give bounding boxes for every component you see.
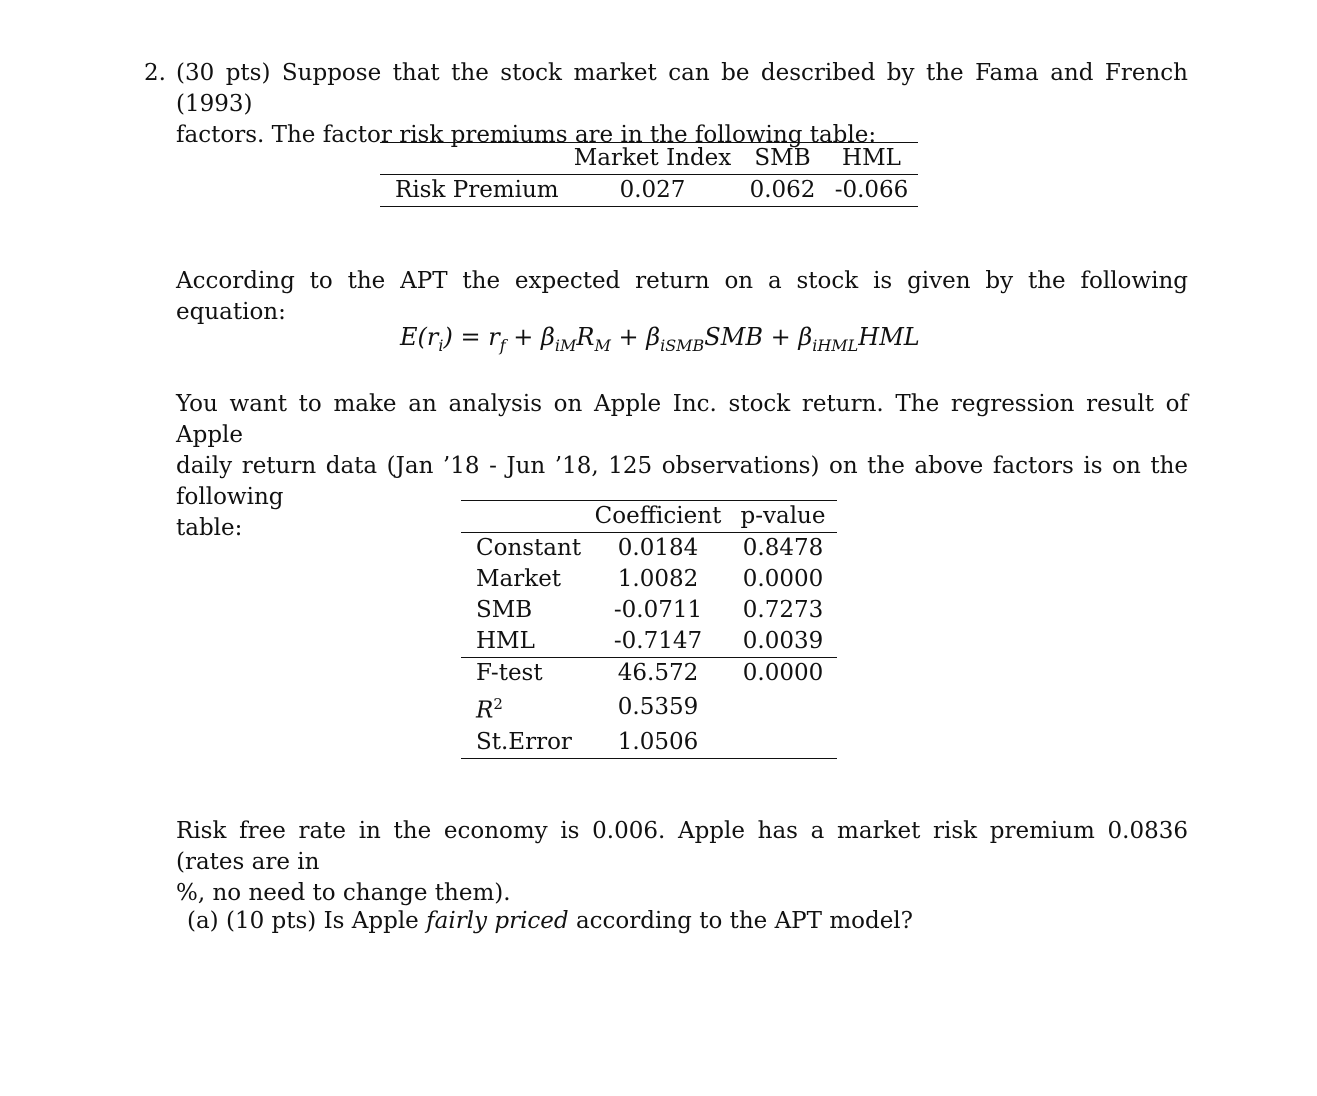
header-coefficient: Coefficient — [594, 503, 722, 529]
apt-equation: $E(r_i) = r_f + \beta_{iM}R_M + \beta_{iSMB}SMB + \beta_{iHML}HML$ — [400, 323, 920, 355]
risk-free-line-1: Risk free rate in the economy is 0.006. Apple has a market risk premium 0.0836 (rates are in — [176, 818, 1188, 875]
header-hml: HML — [842, 145, 901, 171]
table-row: $R^2$ 0.5359 — [461, 689, 837, 727]
table-row: SMB -0.0711 0.7273 — [476, 597, 824, 623]
part-a-emphasis: fairly priced — [426, 908, 569, 934]
part-a-question: (a) (10 pts) Is Apple fairly priced according to the APT model? — [187, 908, 913, 934]
r-squared-label: $R^2$ — [476, 695, 503, 724]
header-p-value: p-value — [740, 503, 826, 529]
header-market-index: Market Index — [573, 145, 732, 171]
table-row: St.Error 1.0506 — [476, 728, 699, 755]
analysis-line-1: You want to make an analysis on Apple Inc. stock return. The regression result of Apple — [176, 391, 1188, 448]
risk-premium-table — [380, 142, 918, 207]
analysis-line-3: table: — [176, 515, 243, 541]
value-market-index: 0.027 — [565, 175, 740, 207]
question-number: 2. — [144, 60, 166, 86]
analysis-line-2: daily return data (Jan ’18 - Jun ’18, 125 observations) on the above factors is on the following — [176, 453, 1188, 510]
table-row: F-test 46.572 0.0000 — [461, 658, 837, 690]
intro-line-1: (30 pts) Suppose that the stock market can be described by the Fama and French (1993) — [176, 60, 1188, 117]
header-smb: SMB — [754, 145, 811, 171]
value-smb: 0.062 — [740, 175, 825, 207]
intro-line-2: factors. The factor risk premiums are in the following table: — [176, 122, 877, 148]
risk-free-text — [176, 816, 1188, 909]
table-row: Constant 0.0184 0.8478 — [461, 533, 837, 565]
regression-table — [461, 500, 837, 759]
apt-intro-text: According to the APT the expected return on a stock is given by the following equation: — [176, 268, 1188, 325]
table-header-row — [461, 501, 837, 533]
row-label-risk-premium: Risk Premium — [380, 175, 565, 207]
table-row: Market 1.0082 0.0000 — [476, 566, 824, 592]
table-row: HML -0.7147 0.0039 — [476, 628, 824, 654]
risk-free-line-2: %, no need to change them). — [176, 880, 511, 906]
question-intro — [176, 58, 1188, 151]
table-row — [380, 175, 918, 207]
value-hml: -0.066 — [825, 175, 918, 207]
table-header-row — [380, 143, 918, 175]
